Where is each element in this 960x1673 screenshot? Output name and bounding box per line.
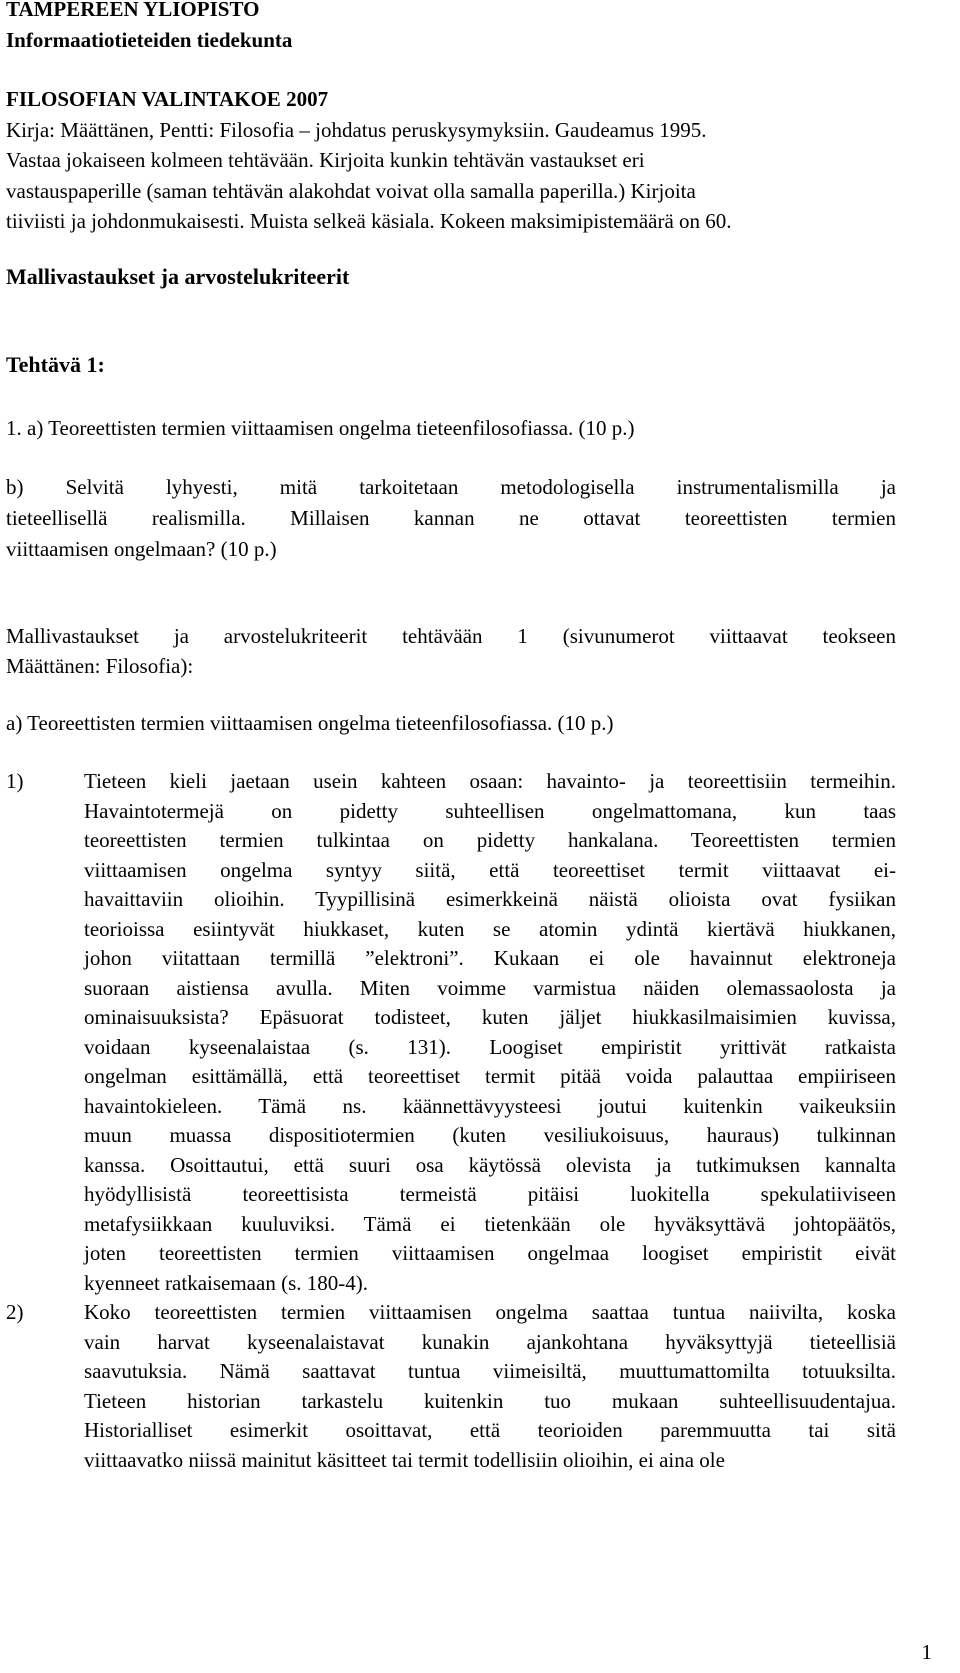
paragraph-line: ongelman esittämällä, että teoreettiset termit pitää voida palauttaa empiiriseen [84, 1064, 896, 1088]
exam-instructions-line-2: vastauspaperille (saman tehtävän alakohdat voivat olla samalla paperilla.) Kirjoita [6, 179, 696, 203]
exam-instructions-line-3: tiiviisti ja johdonmukaisesti. Muista selkeä käsiala. Kokeen maksimipistemäärä on 60. [6, 209, 732, 233]
page-number: 1 [921, 1640, 932, 1664]
list-item-number-1: 1) [6, 769, 24, 793]
faculty-name: Informaatiotieteiden tiedekunta [6, 28, 293, 52]
paragraph-line: johon viitattaan termillä ”elektroni”. Kukaan ei ole havainnut elektroneja [84, 946, 896, 970]
task-question-b-line-2: tieteellisellä realismilla. Millaisen kannan ne ottavat teoreettisten termien [6, 506, 896, 530]
paragraph-line: metafysiikkaan kuuluviksi. Tämä ei tietenkään ole hyväksyttävä johtopäätös, [84, 1211, 896, 1236]
paragraph-line: voidaan kyseenalaistaa (s. 131). Loogiset empiristit yrittivät ratkaista [84, 1034, 896, 1059]
paragraph-line: joten teoreettisten termien viittaamisen ongelmaa loogiset empiristit eivät [84, 1241, 896, 1265]
paragraph-line: viittaamisen ongelma syntyy siitä, että teoreettiset termit viittaavat ei- [84, 857, 896, 882]
answers-a-heading: a) Teoreettisten termien viittaamisen ongelma tieteenfilosofiassa. (10 p.) [6, 711, 614, 735]
paragraph-line: ominaisuuksista? Epäsuorat todisteet, kuten jäljet hiukkasilmaisimien kuvissa, [84, 1005, 896, 1029]
paragraph-line: havaittaviin olioihin. Tyypillisinä esimerkkeinä näistä olioista ovat fysiikan [84, 887, 896, 911]
answers-intro-line-2: Määttänen: Filosofia): [6, 654, 194, 678]
section-title: Mallivastaukset ja arvostelukriteerit [6, 264, 350, 289]
task-question-b-line-3: viittaamisen ongelmaan? (10 p.) [6, 537, 277, 561]
list-item-number-2: 2) [6, 1300, 24, 1324]
paragraph-line: teorioissa esiintyvät hiukkaset, kuten se atomin ydintä kiertävä hiukkanen, [84, 916, 896, 941]
paragraph-line: kyenneet ratkaisemaan (s. 180-4). [84, 1270, 368, 1295]
paragraph-line: Historialliset esimerkit osoittavat, että teorioiden paremmuutta tai sitä [84, 1418, 896, 1442]
task-question-a: 1. a) Teoreettisten termien viittaamisen ongelma tieteenfilosofiassa. (10 p.) [6, 416, 635, 440]
paragraph-line: suoraan aistiensa avulla. Miten voimme varmistua näiden olemassaolosta ja [84, 975, 896, 1000]
exam-instructions-line-1: Vastaa jokaiseen kolmeen tehtävään. Kirjoita kunkin tehtävän vastaukset eri [6, 148, 645, 172]
exam-book: Kirja: Määttänen, Pentti: Filosofia – johdatus peruskysymyksiin. Gaudeamus 1995. [6, 118, 707, 142]
task-question-b-line-1: b) Selvitä lyhyesti, mitä tarkoitetaan metodologisella instrumentalismilla ja [6, 475, 896, 499]
paragraph-line: havaintokieleen. Tämä ns. käännettävyysteesi joutui kuitenkin vaikeuksiin [84, 1093, 896, 1118]
paragraph-line: Tieteen historian tarkastelu kuitenkin tuo mukaan suhteellisuudentajua. [84, 1388, 896, 1413]
paragraph-line: kanssa. Osoittautui, että suuri osa käytössä olevista ja tutkimuksen kannalta [84, 1152, 896, 1177]
task-heading: Tehtävä 1: [6, 352, 105, 377]
paragraph-line: viittaavatko niissä mainitut käsitteet tai termit todellisiin olioihin, ei aina ole [84, 1447, 725, 1472]
paragraph-line: Tieteen kieli jaetaan usein kahteen osaan: havainto- ja teoreettisiin termeihin. [84, 769, 896, 793]
answers-intro-line-1: Mallivastaukset ja arvostelukriteerit tehtävään 1 (sivunumerot viittaavat teokseen [6, 624, 896, 648]
paragraph-line: hyödyllisistä teoreettisista termeistä pitäisi luokitella spekulatiiviseen [84, 1182, 896, 1206]
paragraph-line: teoreettisten termien tulkintaa on pidetty hankalana. Teoreettisten termien [84, 828, 896, 852]
paragraph-line: Havaintotermejä on pidetty suhteellisen ongelmattomana, kun taas [84, 798, 896, 823]
paragraph-line: muun muassa dispositiotermien (kuten vesiliukoisuus, hauraus) tulkinnan [84, 1123, 896, 1147]
paragraph-line: Koko teoreettisten termien viittaamisen ongelma saattaa tuntua naiivilta, koska [84, 1300, 896, 1324]
exam-title: FILOSOFIAN VALINTAKOE 2007 [6, 87, 329, 111]
paragraph-line: vain harvat kyseenalaistavat kunakin ajankohtana hyväksyttyjä tieteellisiä [84, 1329, 896, 1354]
paragraph-line: saavutuksia. Nämä saattavat tuntua viimeisiltä, muuttumattomilta totuuksilta. [84, 1359, 896, 1383]
university-name: TAMPEREEN YLIOPISTO [6, 0, 260, 21]
